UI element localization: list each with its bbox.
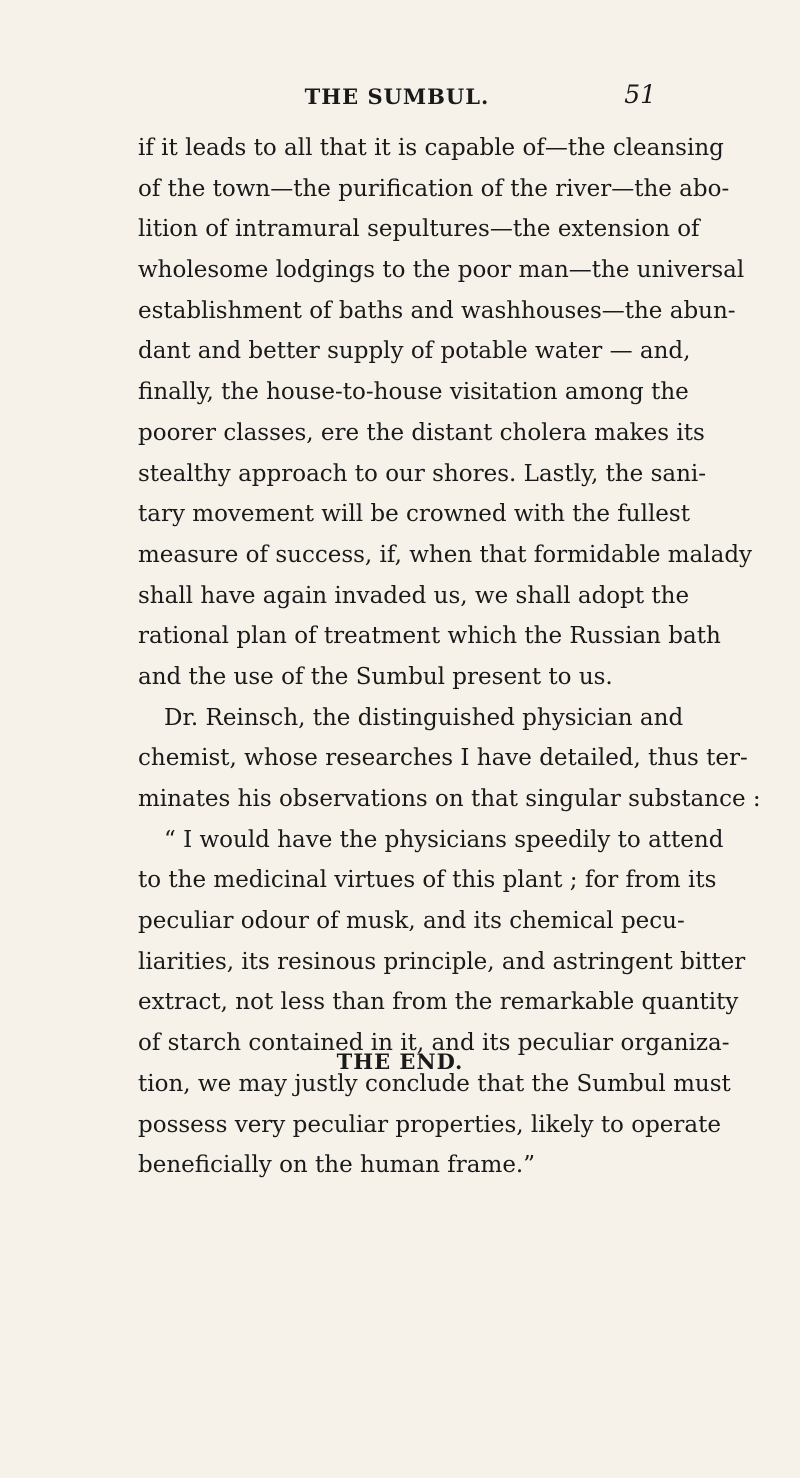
text-line: chemist, whose researches I have detailed, thus ter- bbox=[138, 745, 748, 772]
text-line: “ I would have the physicians speedily to attend bbox=[164, 826, 724, 853]
text-line: peculiar odour of musk, and its chemical pecu- bbox=[138, 908, 685, 935]
text-line: establishment of baths and washhouses—the abun- bbox=[138, 297, 736, 324]
text-line: of starch contained in it, and its peculiar organiza- bbox=[138, 1030, 730, 1057]
text-line: of the town—the purification of the river—the abo- bbox=[138, 175, 730, 202]
text-line: tion, we may justly conclude that the Sumbul must bbox=[138, 1070, 731, 1097]
text-line: minates his observations on that singular substance : bbox=[138, 786, 761, 812]
text-line: wholesome lodgings to the poor man—the universal bbox=[138, 257, 745, 284]
text-line: to the medicinal virtues of this plant ; for from its bbox=[138, 867, 717, 894]
text-line: possess very peculiar properties, likely to operate bbox=[138, 1111, 721, 1138]
text-line: and the use of the Sumbul present to us. bbox=[138, 663, 613, 690]
text-line: finally, the house-to-house visitation among the bbox=[138, 379, 689, 406]
text-line: dant and better supply of potable water — and, bbox=[138, 338, 691, 365]
text-line: lition of intramural sepultures—the extension of bbox=[138, 216, 700, 243]
text-line: shall have again invaded us, we shall adopt the bbox=[138, 582, 690, 609]
end-mark: THE END. bbox=[336, 1049, 464, 1074]
text-line: extract, not less than from the remarkable quantity bbox=[138, 989, 739, 1016]
page-number: 51 bbox=[624, 80, 656, 109]
body-text bbox=[138, 128, 761, 1186]
running-head bbox=[138, 80, 656, 114]
text-line: tary movement will be crowned with the fullest bbox=[138, 501, 690, 528]
text-line: beneficially on the human frame.” bbox=[138, 1152, 535, 1179]
running-title: THE SUMBUL. bbox=[304, 84, 490, 109]
text-line: measure of success, if, when that formidable malady bbox=[138, 541, 753, 568]
text-line: Dr. Reinsch, the distinguished physician and bbox=[164, 704, 684, 731]
text-line: poorer classes, ere the distant cholera makes its bbox=[138, 419, 705, 446]
text-line: if it leads to all that it is capable of—the cleansing bbox=[138, 135, 724, 161]
text-line: stealthy approach to our shores. Lastly, the sani- bbox=[138, 460, 707, 487]
text-line: liarities, its resinous principle, and astringent bitter bbox=[138, 948, 746, 975]
text-line: rational plan of treatment which the Russian bath bbox=[138, 623, 721, 650]
